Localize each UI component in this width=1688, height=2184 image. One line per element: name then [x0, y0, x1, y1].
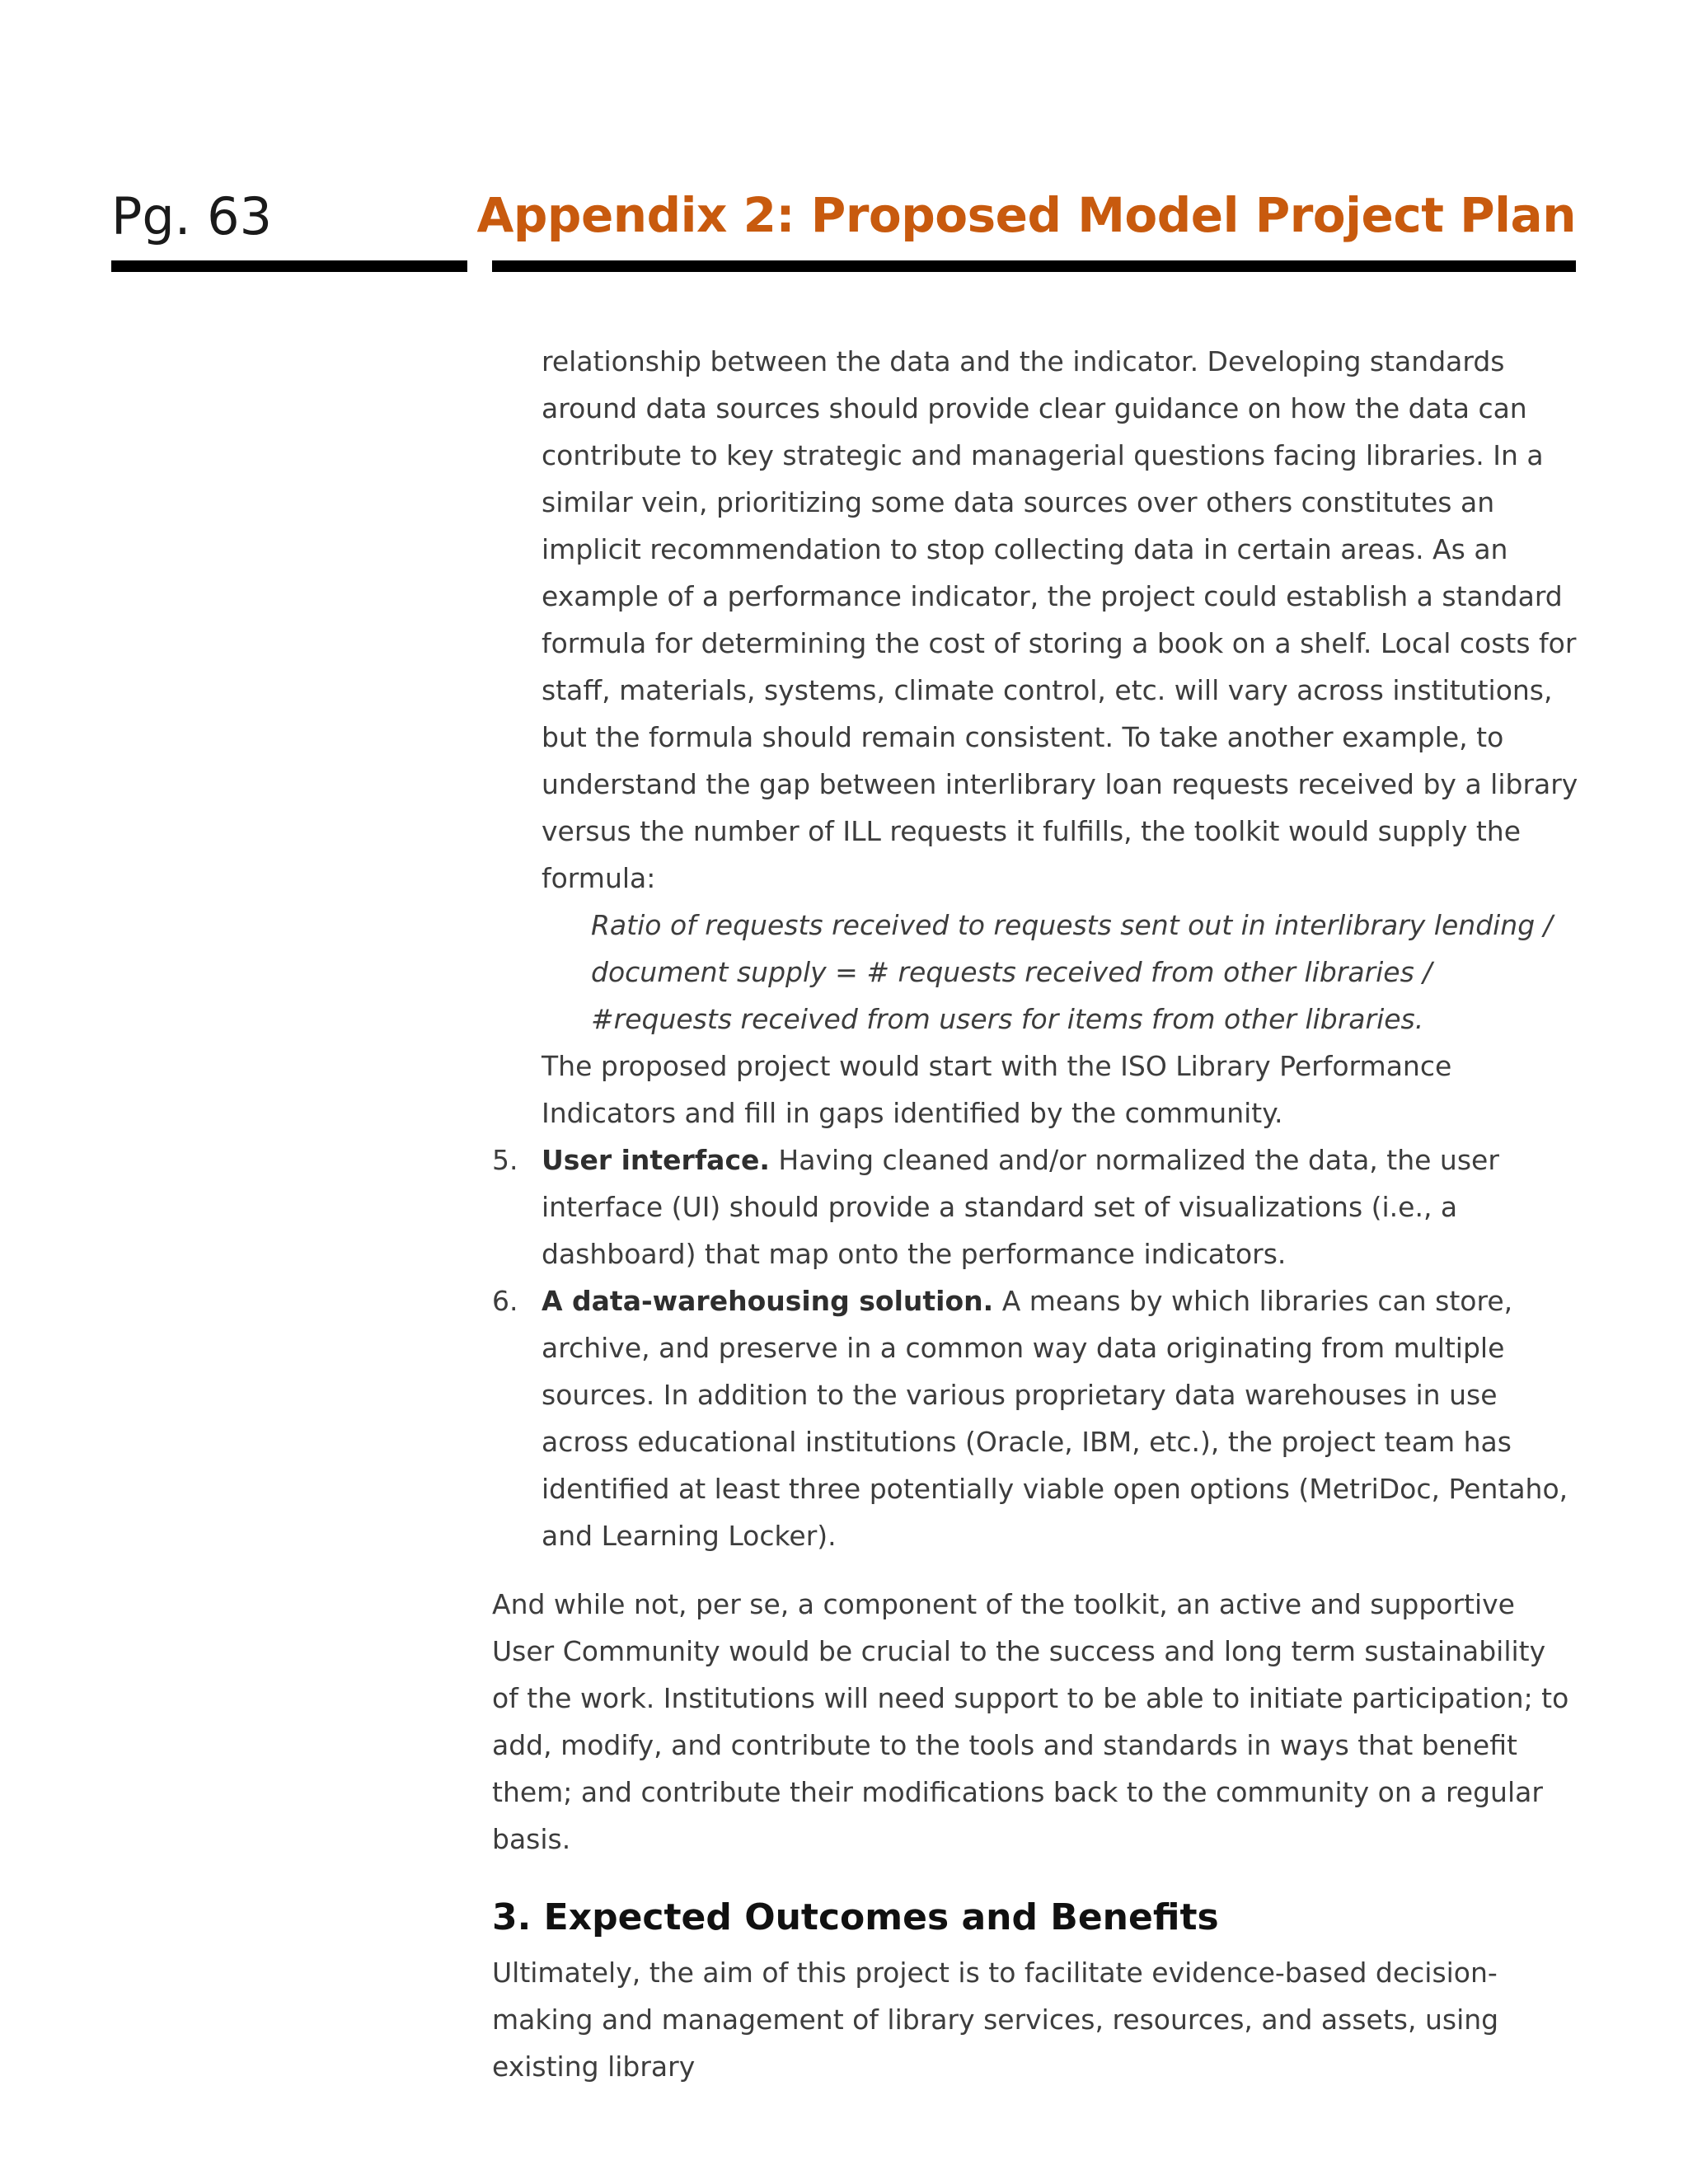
list-text: Having cleaned and/or normalized the data, the user interface (UI) should provide a standard set of visualizations (i.e., a dashboard) that map onto the performance indicators.: [542, 1144, 1499, 1270]
header-rule-left: [111, 260, 467, 272]
list-item-data-warehousing: [492, 1277, 1578, 1559]
section-paragraph: Ultimately, the aim of this project is to facilitate evidence-based decision-making and management of library services, resources, and assets, using existing library: [492, 1957, 1499, 2083]
iso-indicators-paragraph: The proposed project would start with the ISO Library Performance Indicators and fill in gaps identified by the community.: [542, 1050, 1452, 1129]
list-number: 5.: [492, 1144, 518, 1176]
intro-paragraph: relationship between the data and the indicator. Developing standards around data sources should provide clear guidance on how the data can contribute to key strategic and managerial questions facing libraries. In a similar vein, prioritizing some data sources over others constitutes an implicit recommendation to stop collecting data in certain areas. As an example of a performance indicator, the project could establish a standard formula for determining the cost of storing a book on a shelf. Local costs for staff, materials, systems, climate control, etc. will vary across institutions, but the formula should remain consistent. To take another example, to understand the gap between interlibrary loan requests received by a library versus the number of ILL requests it fulfills, the toolkit would supply the formula:: [542, 345, 1578, 894]
community-paragraph: And while not, per se, a component of the toolkit, an active and supportive User Community would be crucial to the success and long term sustainability of the work. Institutions will need support to be able to initiate participation; to add, modify, and contribute to the tools and standards in ways that benefit them; and contribute their modifications back to the community on a regular basis.: [492, 1588, 1569, 1855]
page-number: Pg. 63: [111, 186, 273, 246]
list-term: User interface.: [542, 1144, 770, 1176]
page-content: [492, 338, 1578, 2090]
list-item-user-interface: [492, 1137, 1578, 1277]
list-number: 6.: [492, 1285, 518, 1317]
section-heading: 3. Expected Outcomes and Benefits: [492, 1896, 1219, 1938]
ill-ratio-formula: Ratio of requests received to requests sent out in interlibrary lending / document supply = # requests received from other libraries / #requests received from users for items from other libraries.: [591, 909, 1553, 1035]
list-term: A data-warehousing solution.: [542, 1285, 994, 1317]
list-text: A means by which libraries can store, archive, and preserve in a common way data originating from multiple sources. In addition to the various proprietary data warehouses in use across educational institutions (Oracle, IBM, etc.), the project team has identified at least three potentially viable open options (MetriDoc, Pentaho, and Learning Locker).: [542, 1285, 1568, 1552]
header-rule-right: [492, 260, 1576, 272]
page-title: Appendix 2: Proposed Model Project Plan: [476, 187, 1576, 243]
